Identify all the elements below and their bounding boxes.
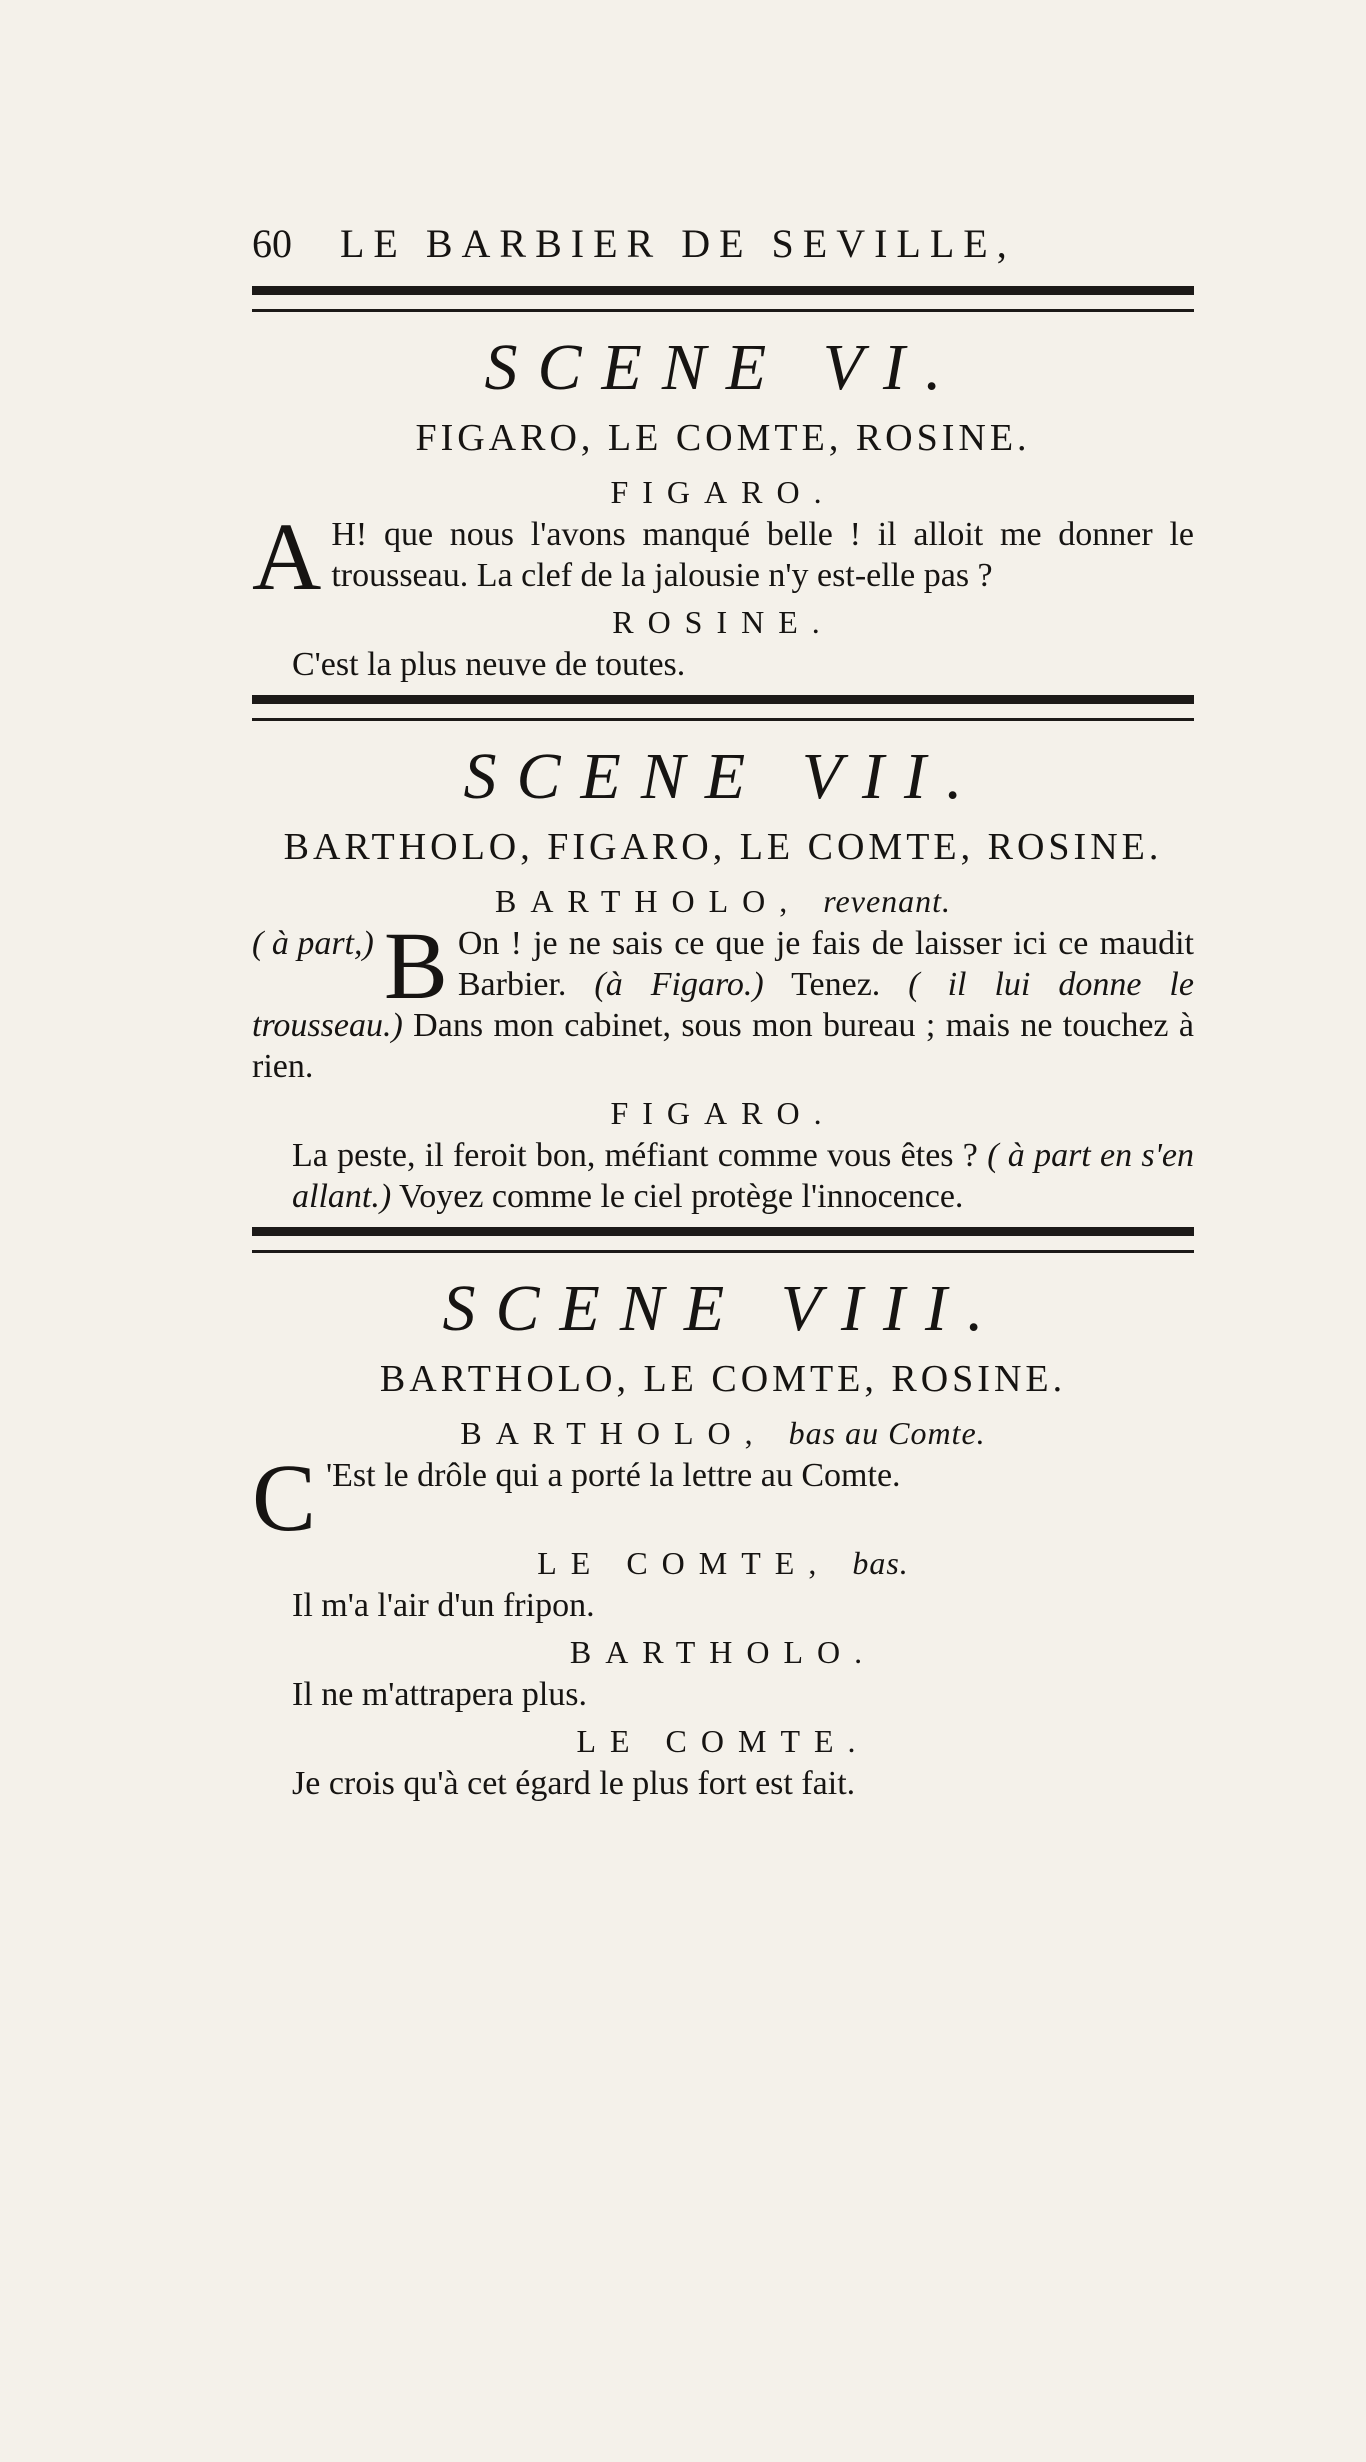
speech: [252, 1541, 1194, 1626]
scene-divider: [252, 695, 1194, 721]
speech-text: Il ne m'attrapera plus.: [292, 1676, 588, 1713]
speech-body: 'Est le drôle qui a porté la lettre au Comte.: [326, 1457, 901, 1494]
thick-rule: [252, 286, 1194, 295]
page-number: 60: [252, 221, 292, 266]
running-head: [252, 220, 1194, 276]
drop-cap: C: [252, 1444, 317, 1551]
speech: [252, 470, 1194, 610]
drop-cap: B: [383, 912, 448, 1019]
thick-rule: [252, 1227, 1194, 1236]
running-title: LE BARBIER DE SEVILLE,: [340, 221, 1016, 266]
speech: [252, 1411, 1194, 1551]
text-run: On ! je ne sais ce que je fais de laisser ici ce maudit Barbier.: [457, 925, 1194, 1003]
cast-list: BARTHOLO, LE COMTE, ROSINE.: [379, 1358, 1067, 1400]
speaker-line: [252, 1541, 1194, 1585]
text-run: Tenez.: [763, 966, 909, 1003]
speech-text: Il m'a l'air d'un fripon.: [292, 1587, 595, 1624]
speaker-name: FIGARO.: [610, 1095, 836, 1131]
stage-direction: revenant.: [823, 883, 952, 919]
text-run-italic: (à Figaro.): [594, 966, 764, 1003]
scene-6: [252, 330, 1194, 685]
speaker-line: [252, 1411, 1194, 1455]
speaker-name: ROSINE.: [612, 604, 834, 640]
scene-title: SCENE VII.: [463, 740, 983, 813]
cast-list: BARTHOLO, FIGARO, LE COMTE, ROSINE.: [283, 826, 1163, 868]
stage-direction: bas.: [852, 1545, 909, 1581]
scene-7: [252, 739, 1194, 1217]
speech-text: C'est la plus neuve de toutes.: [292, 646, 686, 683]
speech-text: [252, 503, 1194, 610]
speech-text: Je crois qu'à cet égard le plus fort est fait.: [292, 1765, 856, 1802]
speech: [252, 1630, 1194, 1715]
cast-list: FIGARO, LE COMTE, ROSINE.: [415, 417, 1031, 459]
thin-rule: [252, 1250, 1194, 1253]
speaker-name: LE COMTE,: [537, 1545, 831, 1581]
speaker-name: BARTHOLO,: [460, 1415, 767, 1451]
scene-divider: [252, 1227, 1194, 1253]
scene-8: [252, 1271, 1194, 1804]
text-run: La peste, il feroit bon, méfiant comme vous êtes ?: [292, 1137, 988, 1174]
thin-rule: [252, 718, 1194, 721]
thick-rule: [252, 695, 1194, 704]
speech: [252, 879, 1194, 1087]
aside-direction: ( à part,): [252, 925, 374, 962]
book-page: [252, 220, 1194, 1812]
header-rule: [252, 286, 1194, 312]
text-run-italic: ( à part en s'en allant.): [292, 1137, 1195, 1215]
text-run: Voyez comme le ciel protège l'innocence.: [391, 1178, 964, 1215]
stage-direction: bas au Comte.: [788, 1415, 986, 1451]
text-run-italic: ( il lui donne le trousseau.): [252, 966, 1194, 1044]
speaker-name: FIGARO.: [610, 474, 836, 510]
thin-rule: [252, 309, 1194, 312]
speech-text: [252, 1135, 1194, 1217]
speech: [252, 1091, 1194, 1217]
scene-title: SCENE VI.: [484, 331, 962, 404]
speech-text: [252, 912, 1194, 1087]
speech-text: [252, 1444, 1194, 1551]
speech-body: H! que nous l'avons manqué belle ! il alloit me donner le trousseau. La clef de la jalousie n'y est-elle pas ?: [331, 516, 1194, 594]
speaker-name: BARTHOLO.: [569, 1634, 877, 1670]
speech: [252, 600, 1194, 685]
drop-cap: A: [252, 503, 322, 610]
text-run: Dans mon cabinet, sous mon bureau ; mais ne touchez à rien.: [252, 1007, 1194, 1085]
speaker-name: BARTHOLO,: [494, 883, 802, 919]
scene-title: SCENE VIII.: [442, 1272, 1004, 1345]
speaker-name: LE COMTE.: [576, 1723, 870, 1759]
speech: [252, 1719, 1194, 1804]
